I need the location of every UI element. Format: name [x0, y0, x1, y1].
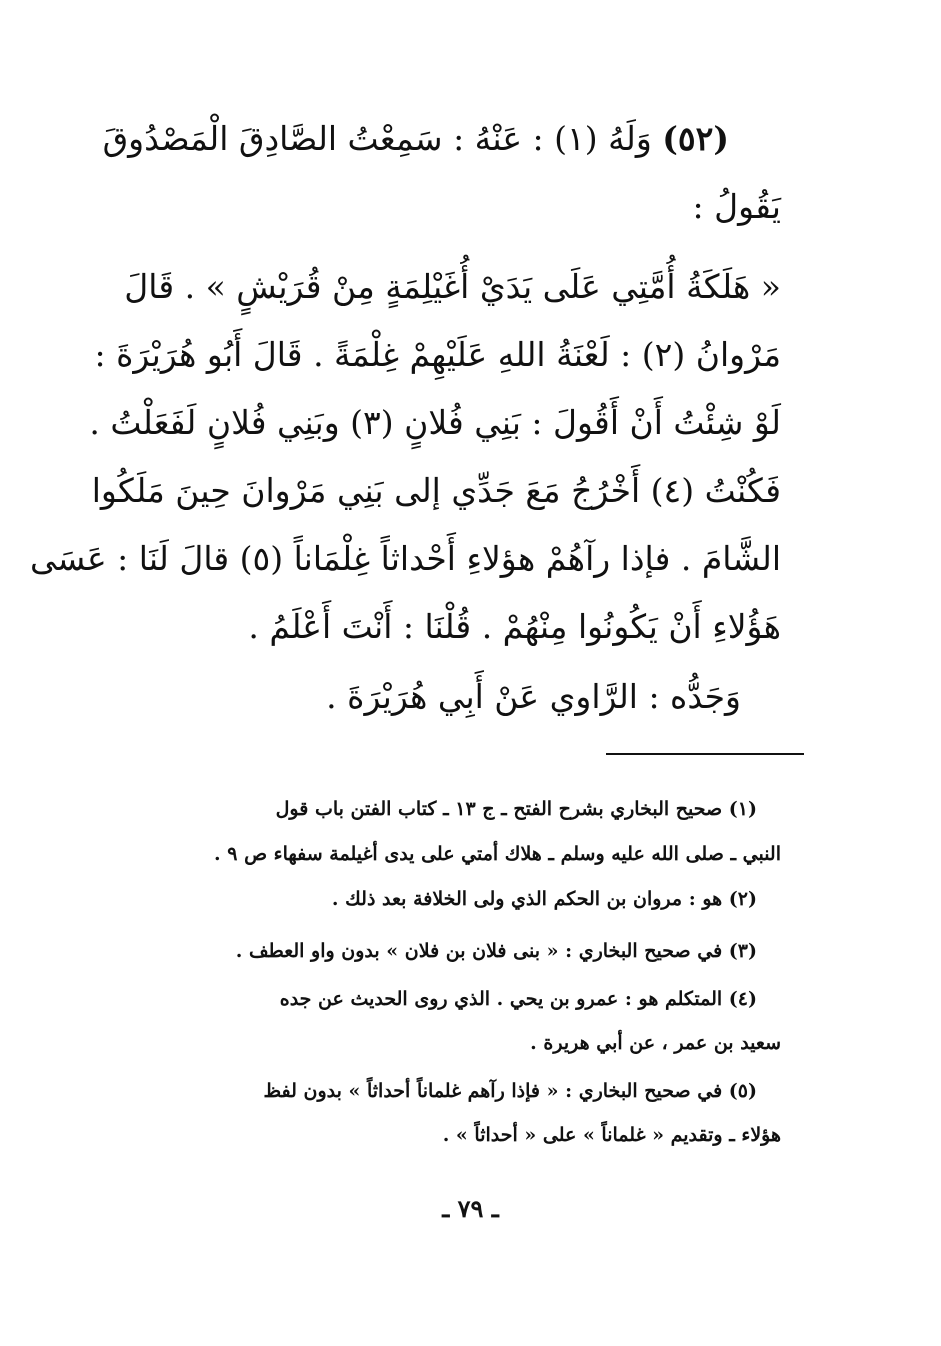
- footnote-line-8: هؤلاء ـ وتقديم « غلماناً » على « أحداثاً » .: [442, 1124, 781, 1146]
- hadith-line-8: هَؤُلاءِ أَنْ يَكُونُوا مِنْهُمْ . قُلْنَا : أَنْتَ أَعْلَمُ .: [248, 607, 781, 646]
- footnote-line-4: (٣) في صحيح البخاري : « بنى فلان بن فلان » بدون واو العطف .: [235, 940, 757, 962]
- hadith-line-3: « هَلَكَةُ أُمَّتِي عَلَى يَدَيْ أُغَيْلِمَةٍ مِنْ قُرَيْشٍ » . قَالَ: [124, 267, 781, 306]
- footnote-line-6: سعيد بن عمر ، عن أبي هريرة .: [530, 1032, 781, 1054]
- hadith-line-2: يَقُولُ :: [692, 187, 781, 226]
- hadith-line-5: لَوْ شِئْتُ أَنْ أَقُولَ : بَنِي فُلانٍ (٣) وبَنِي فُلانٍ لَفَعَلْتُ .: [89, 403, 781, 442]
- hadith-line-4: مَرْوانُ (٢) : لَعْنَةُ اللهِ عَلَيْهِمْ غِلْمَةً . قَالَ أَبُو هُرَيْرَةَ :: [94, 335, 781, 374]
- footnote-line-7: (٥) في صحيح البخاري : « فإذا رآهم غلماناً أحداثاً » بدون لفظ: [263, 1080, 757, 1102]
- hadith-line-9: وَجَدُّه : الرَّاوي عَنْ أَبِي هُرَيْرَةَ .: [326, 677, 741, 716]
- hadith-line-7: الشَّامَ . فإذا رآهُمْ هؤلاءِ أَحْداثاً غِلْمَاناً (٥) قالَ لَنَا : عَسَى: [30, 539, 781, 578]
- hadith-line-6: فَكُنْتُ (٤) أَخْرُجُ مَعَ جَدِّي إلى بَنِي مَرْوانَ حِينَ مَلَكُوا: [91, 471, 781, 510]
- footnote-line-1: (١) صحيح البخاري بشرح الفتح ـ ج ١٣ ـ كتاب الفتن باب قول: [275, 798, 757, 820]
- page-number: ـ ٧٩ ـ: [442, 1194, 499, 1223]
- footnote-divider: [606, 753, 804, 755]
- hadith-number: (٥٢): [662, 119, 729, 158]
- footnote-line-5: (٤) المتكلم هو : عمرو بن يحي . الذي روى الحديث عن جده: [279, 988, 757, 1010]
- hadith-line-1-text: وَلَهُ (١) : عَنْهُ : سَمِعْتُ الصَّادِقَ الْمَصْدُوقَ: [102, 119, 652, 158]
- footnote-line-2: النبي ـ صلى الله عليه وسلم ـ هلاك أمتي على يدى أغيلمة سفهاء ص ٩ .: [214, 843, 781, 865]
- footnote-line-3: (٢) هو : مروان بن الحكم الذي ولى الخلافة بعد ذلك .: [331, 888, 757, 910]
- hadith-line-1: [102, 119, 729, 158]
